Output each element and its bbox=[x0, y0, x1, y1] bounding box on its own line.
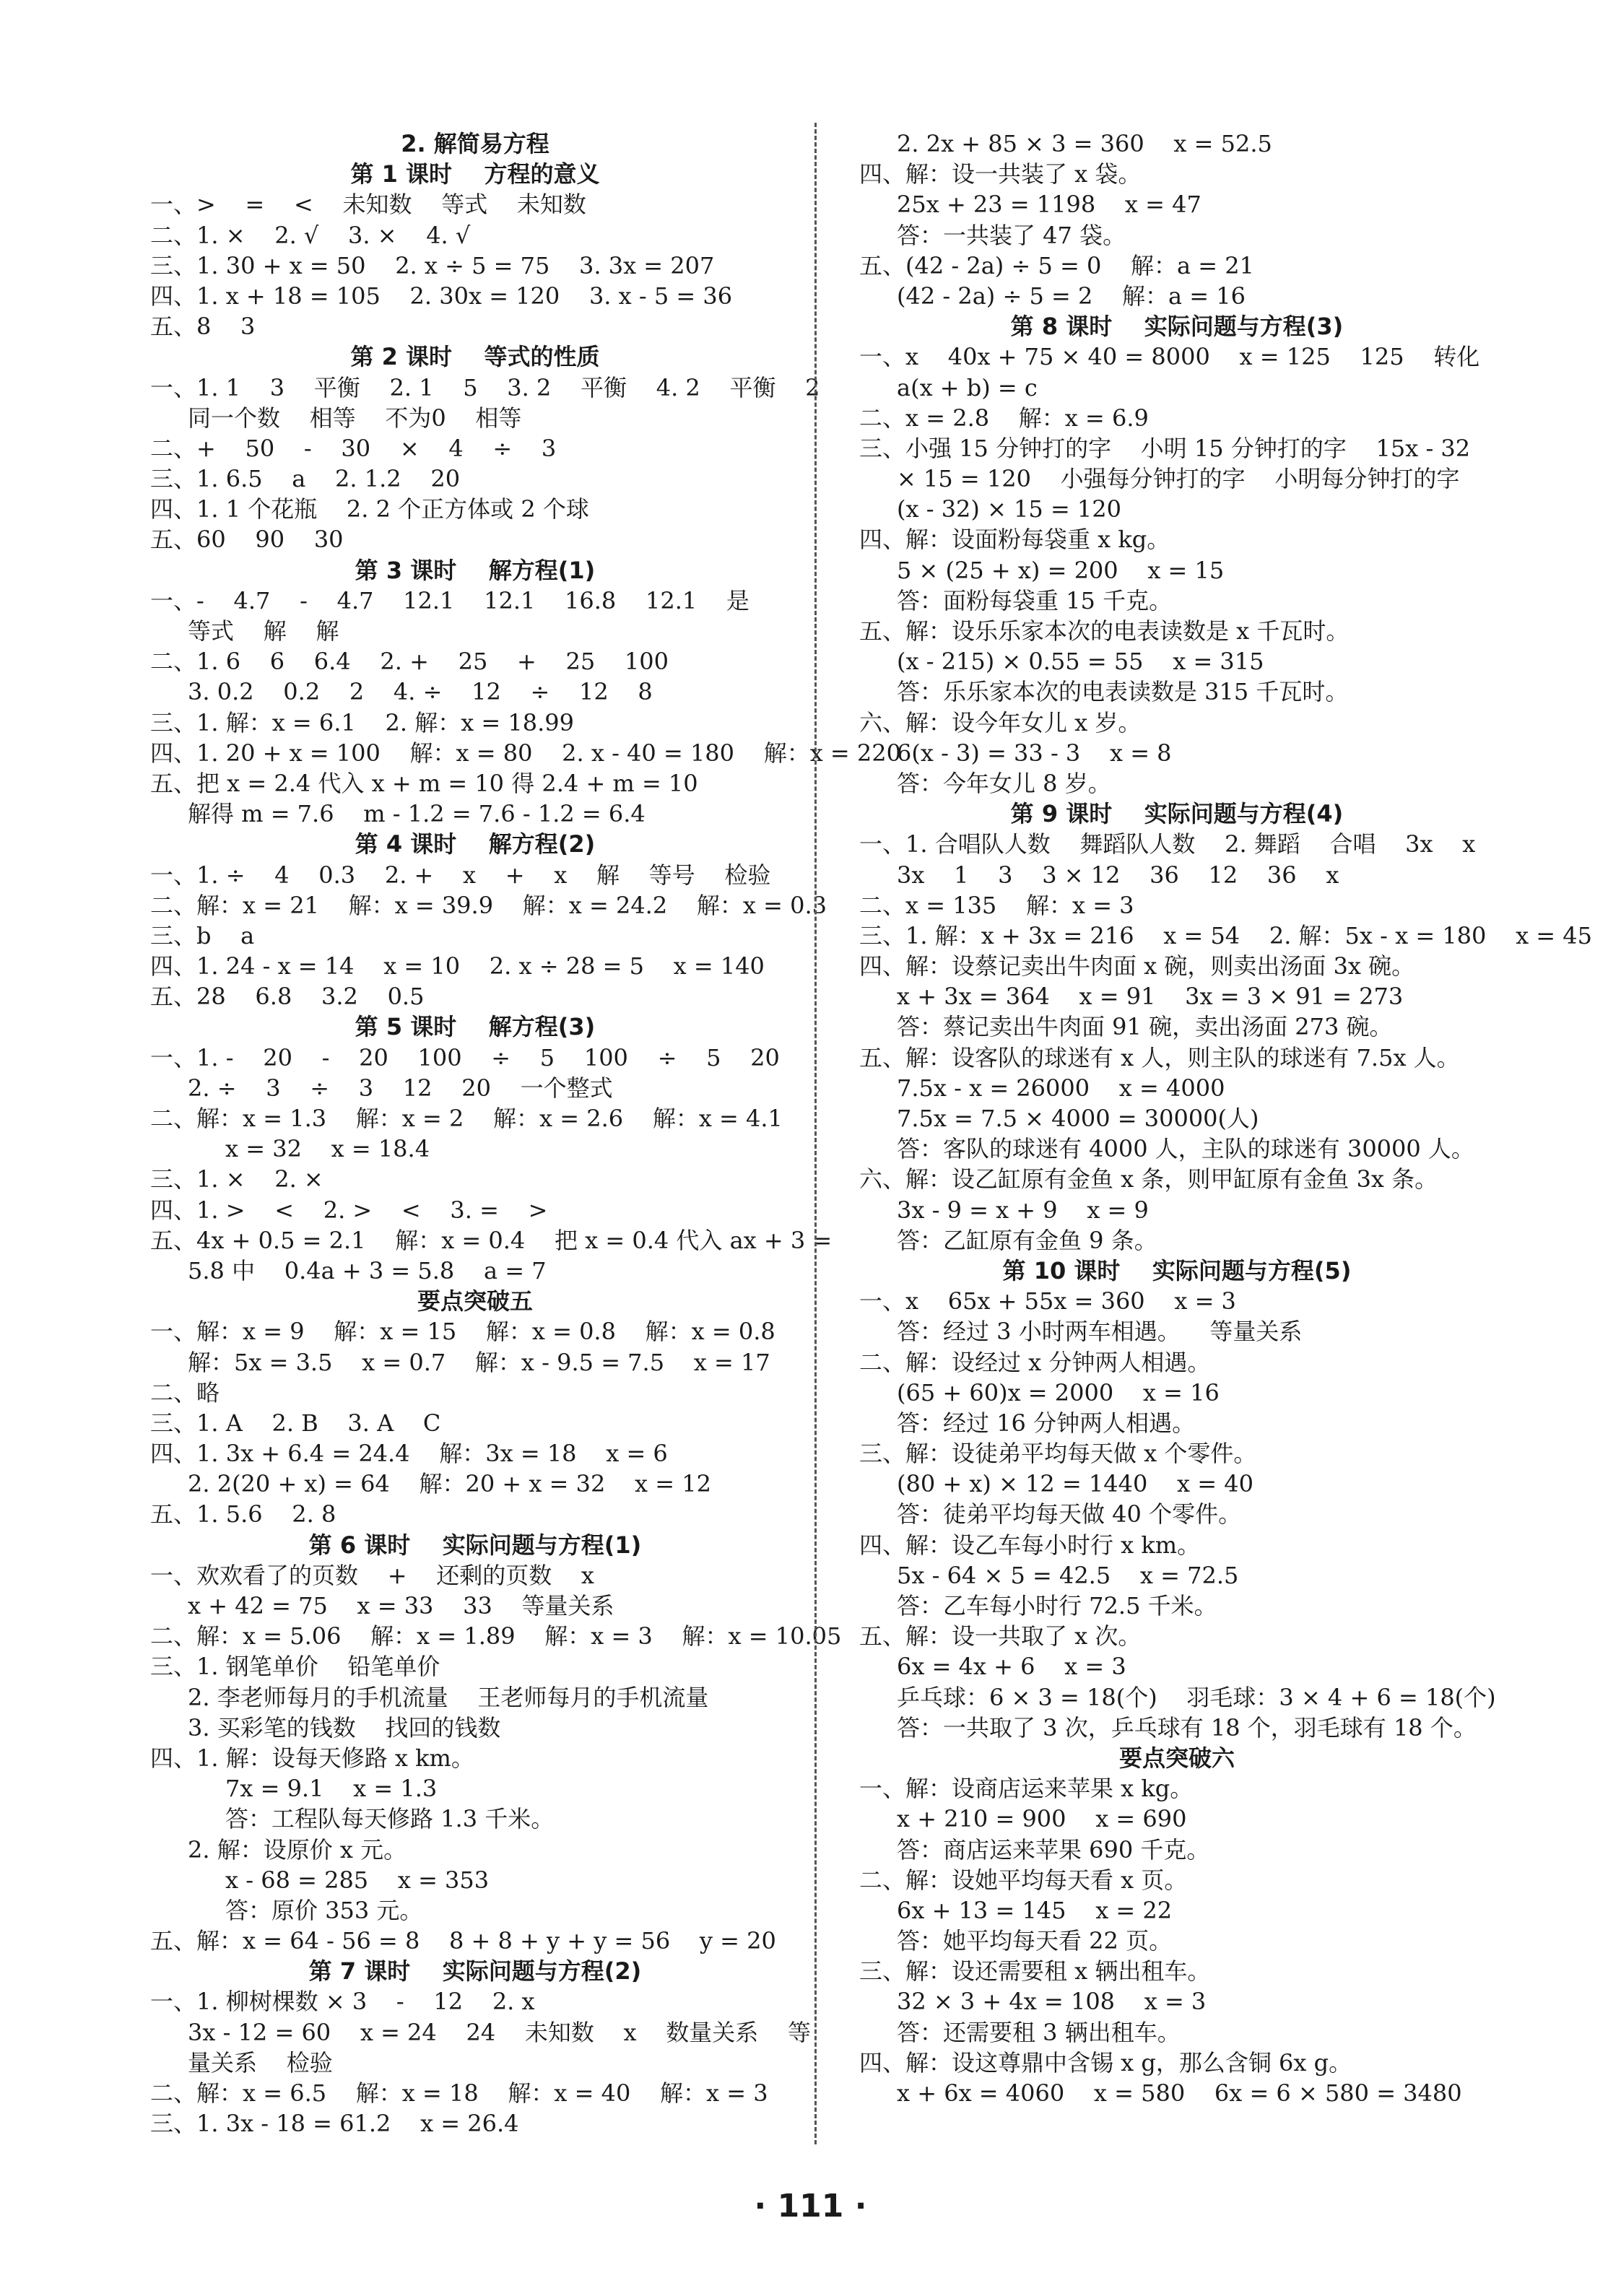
answer-line: 2. 李老师每月的手机流量 王老师每月的手机流量 bbox=[188, 1683, 709, 1711]
answer-line: 一、1. 1 3 平衡 2. 1 5 3. 2 平衡 4. 2 平衡 2 bbox=[150, 373, 820, 401]
answer-line: × 15 = 120 小强每分钟打的字 小明每分钟打的字 bbox=[897, 465, 1460, 493]
answer-line: 2. 2x + 85 × 3 = 360 x = 52.5 bbox=[897, 130, 1272, 157]
answer-line: x + 210 = 900 x = 690 bbox=[897, 1805, 1187, 1833]
answer-line: 二、x = 135 解：x = 3 bbox=[859, 891, 1134, 919]
answer-line: 四、1. 解：设每天修路 x km。 bbox=[150, 1744, 474, 1772]
section-heading: 第 10 课时 实际问题与方程(5) bbox=[1002, 1256, 1352, 1284]
answer-line: 同一个数 相等 不为0 相等 bbox=[188, 404, 522, 432]
answer-line: 答：原价 353 元。 bbox=[225, 1896, 423, 1924]
answer-line: 二、解：设她平均每天看 x 页。 bbox=[859, 1866, 1188, 1894]
answer-line: 6x = 4x + 6 x = 3 bbox=[897, 1653, 1126, 1681]
answer-line: 二、略 bbox=[150, 1378, 220, 1406]
answer-line: 四、1. 20 + x = 100 解：x = 80 2. x - 40 = 180 解：x = 220 bbox=[150, 739, 901, 767]
answer-line: 一、x 65x + 55x = 360 x = 3 bbox=[859, 1287, 1236, 1316]
answer-line: 一、解：设商店运来苹果 x kg。 bbox=[859, 1775, 1194, 1803]
answer-line: 四、1. 3x + 6.4 = 24.4 解：3x = 18 x = 6 bbox=[150, 1440, 668, 1468]
answer-line: 四、解：设一共装了 x 袋。 bbox=[859, 160, 1142, 188]
answer-line: 答：客队的球迷有 4000 人，主队的球迷有 30000 人。 bbox=[897, 1135, 1474, 1163]
answer-line: (65 + 60)x = 2000 x = 16 bbox=[897, 1378, 1220, 1406]
answer-line: 乒乓球：6 × 3 = 18(个) 羽毛球：3 × 4 + 6 = 18(个) bbox=[897, 1683, 1496, 1711]
answer-line: 3x 1 3 3 × 12 36 12 36 x bbox=[897, 861, 1339, 889]
answer-line: 答：她平均每天看 22 页。 bbox=[897, 1927, 1173, 1955]
answer-line: 五、28 6.8 3.2 0.5 bbox=[150, 983, 425, 1011]
answer-line: 答：乐乐家本次的电表读数是 315 千瓦时。 bbox=[897, 678, 1349, 706]
answer-line: 四、解：设乙车每小时行 x km。 bbox=[859, 1531, 1201, 1559]
answer-line: 二、解：x = 6.5 解：x = 18 解：x = 40 解：x = 3 bbox=[150, 2079, 768, 2107]
answer-line: x + 6x = 4060 x = 580 6x = 6 × 580 = 3480 bbox=[897, 2079, 1462, 2107]
answer-line: 25x + 23 = 1198 x = 47 bbox=[897, 191, 1201, 219]
answer-line: x + 3x = 364 x = 91 3x = 3 × 91 = 273 bbox=[897, 983, 1404, 1011]
answer-line: x - 68 = 285 x = 353 bbox=[225, 1866, 490, 1894]
answer-line: (x - 215) × 0.55 = 55 x = 315 bbox=[897, 648, 1264, 676]
answer-line: 二、解：x = 1.3 解：x = 2 解：x = 2.6 解：x = 4.1 bbox=[150, 1105, 783, 1132]
answer-line: x + 42 = 75 x = 33 33 等量关系 bbox=[188, 1592, 614, 1619]
answer-line: 四、解：设这尊鼎中含锡 x g，那么含铜 6x g。 bbox=[859, 2048, 1352, 2077]
answer-line: 7.5x - x = 26000 x = 4000 bbox=[897, 1074, 1225, 1102]
answer-line: 三、b a bbox=[150, 921, 255, 949]
section-heading: 第 6 课时 实际问题与方程(1) bbox=[308, 1531, 642, 1559]
answer-line: 三、1. 6.5 a 2. 1.2 20 bbox=[150, 465, 461, 493]
section-heading: 要点突破六 bbox=[1118, 1744, 1235, 1772]
section-heading: 第 2 课时 等式的性质 bbox=[350, 343, 600, 371]
answer-line: 等式 解 解 bbox=[188, 617, 339, 645]
answer-line: 答：商店运来苹果 690 千克。 bbox=[897, 1835, 1210, 1864]
answer-line: 3. 买彩笔的钱数 找回的钱数 bbox=[188, 1713, 501, 1741]
answer-line: 5x - 64 × 5 = 42.5 x = 72.5 bbox=[897, 1561, 1239, 1589]
section-heading: 第 1 课时 方程的意义 bbox=[350, 160, 600, 188]
answer-line: 答：一共装了 47 袋。 bbox=[897, 221, 1126, 249]
answer-line: 答：经过 3 小时两车相遇。 等量关系 bbox=[897, 1318, 1303, 1346]
answer-line: 7.5x = 7.5 × 4000 = 30000(人) bbox=[897, 1105, 1259, 1132]
section-heading: 第 8 课时 实际问题与方程(3) bbox=[1010, 313, 1344, 341]
answer-line: 5.8 中 0.4a + 3 = 5.8 a = 7 bbox=[188, 1256, 547, 1284]
column-divider bbox=[814, 123, 817, 2144]
answer-line: 一、1. 合唱队人数 舞蹈队人数 2. 舞蹈 合唱 3x x bbox=[859, 830, 1476, 858]
answer-line: 量关系 检验 bbox=[188, 2048, 333, 2077]
answer-line: 六、解：设乙缸原有金鱼 x 条，则甲缸原有金鱼 3x 条。 bbox=[859, 1165, 1438, 1193]
answer-line: a(x + b) = c bbox=[897, 373, 1038, 401]
section-heading: 第 3 课时 解方程(1) bbox=[355, 556, 596, 584]
answer-line: 五、解：设一共取了 x 次。 bbox=[859, 1622, 1142, 1651]
answer-line: 五、1. 5.6 2. 8 bbox=[150, 1500, 336, 1529]
answer-line: 三、1. A 2. B 3. A C bbox=[150, 1409, 441, 1437]
section-heading: 要点突破五 bbox=[417, 1287, 533, 1316]
answer-line: 四、1. 24 - x = 14 x = 10 2. x ÷ 28 = 5 x = 140 bbox=[150, 952, 765, 980]
answer-line: 3x - 9 = x + 9 x = 9 bbox=[897, 1196, 1149, 1224]
answer-line: (80 + x) × 12 = 1440 x = 40 bbox=[897, 1470, 1253, 1498]
answer-line: 6(x - 3) = 33 - 3 x = 8 bbox=[897, 739, 1172, 767]
answer-line: 一、解：x = 9 解：x = 15 解：x = 0.8 解：x = 0.8 bbox=[150, 1318, 775, 1346]
answer-line: 二、解：x = 5.06 解：x = 1.89 解：x = 3 解：x = 10.05 bbox=[150, 1622, 842, 1651]
answer-line: 3x - 12 = 60 x = 24 24 未知数 x 数量关系 等 bbox=[188, 2018, 811, 2046]
answer-line: 答：一共取了 3 次，乒乓球有 18 个，羽毛球有 18 个。 bbox=[897, 1713, 1477, 1741]
answer-line: 二、x = 2.8 解：x = 6.9 bbox=[859, 404, 1149, 432]
answer-line: 2. ÷ 3 ÷ 3 12 20 一个整式 bbox=[188, 1074, 613, 1102]
answer-line: 三、解：设徒弟平均每天做 x 个零件。 bbox=[859, 1440, 1257, 1468]
answer-line: 解：5x = 3.5 x = 0.7 解：x - 9.5 = 7.5 x = 17 bbox=[188, 1348, 770, 1376]
answer-line: 一、欢欢看了的页数 + 还剩的页数 x bbox=[150, 1561, 594, 1589]
answer-line: 二、1. 6 6 6.4 2. + 25 + 25 100 bbox=[150, 648, 669, 676]
answer-line: 答：面粉每袋重 15 千克。 bbox=[897, 586, 1173, 614]
answer-line: 32 × 3 + 4x = 108 x = 3 bbox=[897, 1988, 1207, 2016]
section-heading: 第 9 课时 实际问题与方程(4) bbox=[1010, 800, 1344, 828]
answer-line: 六、解：设今年女儿 x 岁。 bbox=[859, 708, 1142, 736]
answer-line: 三、1. 解：x = 6.1 2. 解：x = 18.99 bbox=[150, 708, 575, 736]
answer-line: 3. 0.2 0.2 2 4. ÷ 12 ÷ 12 8 bbox=[188, 678, 653, 706]
answer-line: 四、1. > < 2. > < 3. = > bbox=[150, 1196, 548, 1224]
answer-line: 四、1. 1 个花瓶 2. 2 个正方体或 2 个球 bbox=[150, 495, 589, 523]
answer-line: 一、1. ÷ 4 0.3 2. + x + x 解 等号 检验 bbox=[150, 861, 771, 889]
answer-line: 五、4x + 0.5 = 2.1 解：x = 0.4 把 x = 0.4 代入 ax + 3 = bbox=[150, 1226, 833, 1254]
answer-line: 五、把 x = 2.4 代入 x + m = 10 得 2.4 + m = 10 bbox=[150, 769, 698, 797]
answer-line: 三、1. 3x - 18 = 61.2 x = 26.4 bbox=[150, 2110, 519, 2138]
answer-line: 一、- 4.7 - 4.7 12.1 12.1 16.8 12.1 是 bbox=[150, 586, 749, 614]
answer-line: 5 × (25 + x) = 200 x = 15 bbox=[897, 556, 1225, 584]
answer-line: 答：经过 16 分钟两人相遇。 bbox=[897, 1409, 1196, 1437]
answer-line: 四、解：设面粉每袋重 x kg。 bbox=[859, 526, 1170, 554]
answer-line: 7x = 9.1 x = 1.3 bbox=[225, 1775, 438, 1803]
answer-line: 答：乙缸原有金鱼 9 条。 bbox=[897, 1226, 1157, 1254]
answer-line: 解得 m = 7.6 m - 1.2 = 7.6 - 1.2 = 6.4 bbox=[188, 800, 646, 828]
answer-line: (42 - 2a) ÷ 5 = 2 解：a = 16 bbox=[897, 282, 1246, 310]
answer-line: 五、解：x = 64 - 56 = 8 8 + 8 + y + y = 56 y = 20 bbox=[150, 1927, 776, 1955]
answer-line: 二、解：设经过 x 分钟两人相遇。 bbox=[859, 1348, 1211, 1376]
answer-line: 二、解：x = 21 解：x = 39.9 解：x = 24.2 解：x = 0.3 bbox=[150, 891, 827, 919]
answer-line: 五、(42 - 2a) ÷ 5 = 0 解：a = 21 bbox=[859, 251, 1254, 279]
answer-line: 一、1. 柳树棵数 × 3 - 12 2. x bbox=[150, 1988, 535, 2016]
answer-line: 三、1. 30 + x = 50 2. x ÷ 5 = 75 3. 3x = 207 bbox=[150, 251, 715, 279]
answer-line: 一、> = < 未知数 等式 未知数 bbox=[150, 191, 586, 219]
answer-line: (x - 32) × 15 = 120 bbox=[897, 495, 1121, 523]
section-heading: 第 5 课时 解方程(3) bbox=[355, 1013, 596, 1041]
answer-line: 三、小强 15 分钟打的字 小明 15 分钟打的字 15x - 32 bbox=[859, 434, 1471, 462]
answer-line: 答：还需要租 3 辆出租车。 bbox=[897, 2018, 1181, 2046]
answer-line: 五、解：设客队的球迷有 x 人，则主队的球迷有 7.5x 人。 bbox=[859, 1043, 1460, 1071]
answer-line: 答：今年女儿 8 岁。 bbox=[897, 769, 1111, 797]
answer-line: 四、1. x + 18 = 105 2. 30x = 120 3. x - 5 = 36 bbox=[150, 282, 733, 310]
answer-line: 答：乙车每小时行 72.5 千米。 bbox=[897, 1592, 1217, 1619]
section-heading: 第 4 课时 解方程(2) bbox=[355, 830, 596, 858]
answer-line: 6x + 13 = 145 x = 22 bbox=[897, 1896, 1173, 1924]
answer-line: 二、+ 50 - 30 × 4 ÷ 3 bbox=[150, 434, 557, 462]
answer-line: 2. 2(20 + x) = 64 解：20 + x = 32 x = 12 bbox=[188, 1470, 711, 1498]
right-answer-column bbox=[859, 129, 1593, 2108]
answer-line: 答：蔡记卖出牛肉面 91 碗，卖出汤面 273 碗。 bbox=[897, 1013, 1393, 1041]
page-number: · 111 · bbox=[754, 2188, 867, 2225]
answer-line: 三、1. 钢笔单价 铅笔单价 bbox=[150, 1653, 440, 1681]
answer-line: x = 32 x = 18.4 bbox=[225, 1135, 430, 1163]
answer-line: 五、60 90 30 bbox=[150, 526, 344, 554]
answer-line: 二、1. × 2. √ 3. × 4. √ bbox=[150, 221, 471, 249]
answer-line: 三、1. × 2. × bbox=[150, 1165, 323, 1193]
section-heading: 2. 解简易方程 bbox=[401, 130, 549, 157]
answer-line: 一、x 40x + 75 × 40 = 8000 x = 125 125 转化 bbox=[859, 343, 1480, 371]
answer-line: 三、1. 解：x + 3x = 216 x = 54 2. 解：5x - x = 180 x = 45 bbox=[859, 921, 1593, 949]
left-answer-column bbox=[150, 129, 901, 2139]
answer-line: 2. 解：设原价 x 元。 bbox=[188, 1835, 407, 1864]
answer-line: 四、解：设蔡记卖出牛肉面 x 碗，则卖出汤面 3x 碗。 bbox=[859, 952, 1415, 980]
answer-line: 五、8 3 bbox=[150, 313, 256, 341]
answer-line: 三、解：设还需要租 x 辆出租车。 bbox=[859, 1957, 1211, 1986]
answer-line: 答：徒弟平均每天做 40 个零件。 bbox=[897, 1500, 1242, 1529]
section-heading: 第 7 课时 实际问题与方程(2) bbox=[308, 1957, 642, 1986]
answer-line: 一、1. - 20 - 20 100 ÷ 5 100 ÷ 5 20 bbox=[150, 1043, 780, 1071]
answer-line: 五、解：设乐乐家本次的电表读数是 x 千瓦时。 bbox=[859, 617, 1350, 645]
answer-line: 答：工程队每天修路 1.3 千米。 bbox=[225, 1805, 555, 1833]
